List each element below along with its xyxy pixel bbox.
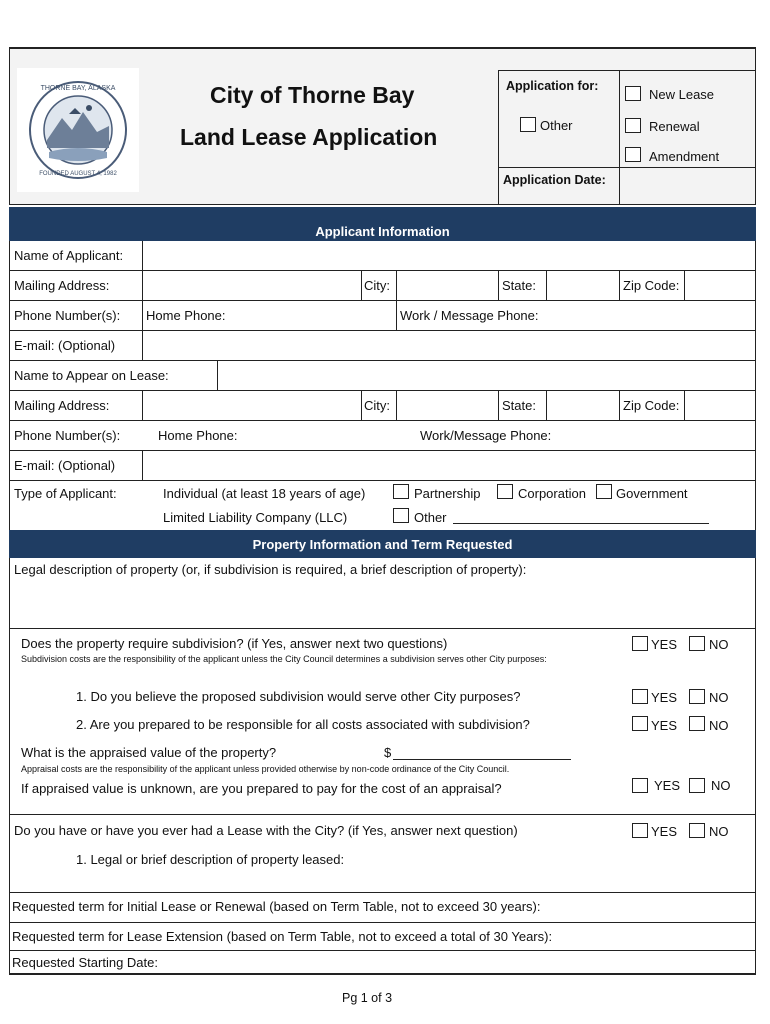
mailing-address-2-label: Mailing Address: bbox=[14, 398, 110, 413]
partnership-checkbox[interactable] bbox=[393, 484, 409, 499]
q1-yes-checkbox[interactable] bbox=[632, 689, 648, 704]
appraised-value-field[interactable] bbox=[393, 759, 571, 760]
work-phone-2-label[interactable]: Work/Message Phone: bbox=[420, 428, 552, 443]
renewal-label: Renewal bbox=[649, 119, 700, 134]
type-llc-label: Limited Liability Company (LLC) bbox=[163, 510, 348, 525]
prior-lease-question: Do you have or have you ever had a Lease with the City? (if Yes, answer next question) bbox=[14, 823, 518, 838]
title-line-2: Land Lease Application bbox=[180, 124, 438, 150]
state-2-label: State: bbox=[502, 398, 536, 413]
property-section-title: Property Information and Term Requested bbox=[252, 537, 513, 552]
other-type-label: Other bbox=[414, 510, 447, 525]
mailing-address-2-field[interactable] bbox=[144, 392, 360, 419]
other-checkbox[interactable] bbox=[520, 117, 536, 132]
new-lease-label: New Lease bbox=[649, 87, 715, 102]
legal-description-field[interactable] bbox=[12, 580, 752, 626]
other-type-checkbox[interactable] bbox=[393, 508, 409, 523]
amendment-checkbox[interactable] bbox=[625, 147, 641, 162]
appraisal-yes-checkbox[interactable] bbox=[632, 778, 648, 793]
appraisal-yes-label: YES bbox=[654, 778, 681, 793]
svg-text:FOUNDED AUGUST 4, 1982: FOUNDED AUGUST 4, 1982 bbox=[39, 171, 117, 177]
svg-text:THORNE BAY, ALASKA: THORNE BAY, ALASKA bbox=[40, 85, 116, 92]
mailing-address-label: Mailing Address: bbox=[14, 278, 110, 293]
home-phone-2-label[interactable]: Home Phone: bbox=[158, 428, 238, 443]
appraisal-no-label: NO bbox=[711, 778, 731, 793]
corporation-label: Corporation bbox=[518, 486, 586, 501]
appraised-value-question: What is the appraised value of the property? bbox=[21, 745, 277, 760]
applicant-section-header bbox=[9, 207, 756, 241]
appraisal-no-checkbox[interactable] bbox=[689, 778, 705, 793]
q2-yes-label: YES bbox=[651, 718, 678, 733]
mailing-address-field[interactable] bbox=[144, 272, 360, 299]
application-for-label: Application for: bbox=[506, 79, 599, 93]
name-of-applicant-field[interactable] bbox=[144, 242, 754, 269]
q2-no-checkbox[interactable] bbox=[689, 716, 705, 731]
appraisal-question: If appraised value is unknown, are you prepared to pay for the cost of an appraisal? bbox=[21, 781, 502, 796]
type-individual-label: Individual (at least 18 years of age) bbox=[163, 486, 366, 501]
property-section-header bbox=[9, 530, 756, 558]
title-line-1: City of Thorne Bay bbox=[210, 82, 415, 108]
email-2-label: E-mail: (Optional) bbox=[14, 458, 116, 473]
q1-no-label: NO bbox=[709, 690, 729, 705]
prior-lease-no-label: NO bbox=[709, 824, 729, 839]
state-label: State: bbox=[502, 278, 536, 293]
renewal-checkbox[interactable] bbox=[625, 118, 641, 133]
zip-code-2-field[interactable] bbox=[686, 392, 754, 419]
city-label: City: bbox=[364, 278, 390, 293]
dollar-sign: $ bbox=[384, 745, 392, 760]
applicant-section-title: Applicant Information bbox=[315, 224, 450, 239]
subdivision-question: Does the property require subdivision? (if Yes, answer next two questions) bbox=[21, 636, 448, 651]
home-phone-label[interactable]: Home Phone: bbox=[146, 308, 226, 323]
subdivision-yes-label: YES bbox=[651, 637, 678, 652]
application-date-label: Application Date: bbox=[503, 173, 606, 187]
phone-numbers-label: Phone Number(s): bbox=[14, 308, 121, 323]
term-initial-label: Requested term for Initial Lease or Renewal (based on Term Table, not to exceed 30 years): bbox=[12, 899, 541, 914]
page-number: Pg 1 of 3 bbox=[342, 991, 393, 1005]
new-lease-checkbox[interactable] bbox=[625, 86, 641, 101]
city-2-label: City: bbox=[364, 398, 390, 413]
prior-lease-no-checkbox[interactable] bbox=[689, 823, 705, 838]
application-date-field[interactable] bbox=[621, 169, 755, 203]
email-field[interactable] bbox=[144, 332, 754, 359]
city-field[interactable] bbox=[398, 272, 497, 299]
subdivision-note: Subdivision costs are the responsibility of the applicant unless the City Council determines a subdivision serves other City purposes: bbox=[21, 654, 547, 664]
subdivision-q1: 1. Do you believe the proposed subdivision would serve other City purposes? bbox=[76, 689, 521, 704]
government-label: Government bbox=[616, 486, 688, 501]
state-2-field[interactable] bbox=[548, 392, 618, 419]
other-option-label: Other bbox=[540, 118, 573, 133]
zip-code-field[interactable] bbox=[686, 272, 754, 299]
city-seal bbox=[17, 68, 139, 192]
email-2-field[interactable] bbox=[144, 452, 754, 479]
state-field[interactable] bbox=[548, 272, 618, 299]
subdivision-no-label: NO bbox=[709, 637, 729, 652]
q1-yes-label: YES bbox=[651, 690, 678, 705]
type-of-applicant-label: Type of Applicant: bbox=[14, 486, 117, 501]
term-extension-label: Requested term for Lease Extension (based on Term Table, not to exceed a total of 30 Years): bbox=[12, 929, 553, 944]
subdivision-no-checkbox[interactable] bbox=[689, 636, 705, 651]
q2-no-label: NO bbox=[709, 718, 729, 733]
subdivision-yes-checkbox[interactable] bbox=[632, 636, 648, 651]
lease-name-label: Name to Appear on Lease: bbox=[14, 368, 169, 383]
work-phone-label[interactable]: Work / Message Phone: bbox=[400, 308, 539, 323]
appraisal-note: Appraisal costs are the responsibility of the applicant unless provided otherwise by non-code ordinance of the City Council. bbox=[21, 764, 510, 774]
prior-lease-yes-checkbox[interactable] bbox=[632, 823, 648, 838]
lease-name-field[interactable] bbox=[219, 362, 754, 389]
legal-description-label: Legal description of property (or, if subdivision is required, a brief description of property): bbox=[14, 562, 527, 577]
amendment-label: Amendment bbox=[649, 149, 720, 164]
subdivision-q2: 2. Are you prepared to be responsible for all costs associated with subdivision? bbox=[76, 717, 530, 732]
city-2-field[interactable] bbox=[398, 392, 497, 419]
zip-code-label: Zip Code: bbox=[623, 278, 680, 293]
phone-numbers-2-label: Phone Number(s): bbox=[14, 428, 121, 443]
partnership-label: Partnership bbox=[414, 486, 481, 501]
q2-yes-checkbox[interactable] bbox=[632, 716, 648, 731]
corporation-checkbox[interactable] bbox=[497, 484, 513, 499]
q1-no-checkbox[interactable] bbox=[689, 689, 705, 704]
government-checkbox[interactable] bbox=[596, 484, 612, 499]
other-type-field[interactable] bbox=[453, 523, 709, 524]
zip-code-2-label: Zip Code: bbox=[623, 398, 680, 413]
email-label: E-mail: (Optional) bbox=[14, 338, 116, 353]
start-date-label: Requested Starting Date: bbox=[12, 955, 158, 970]
prior-lease-description-field[interactable] bbox=[12, 870, 752, 890]
name-of-applicant-label: Name of Applicant: bbox=[14, 248, 124, 263]
prior-lease-description-label: 1. Legal or brief description of property leased: bbox=[76, 852, 345, 867]
prior-lease-yes-label: YES bbox=[651, 824, 678, 839]
